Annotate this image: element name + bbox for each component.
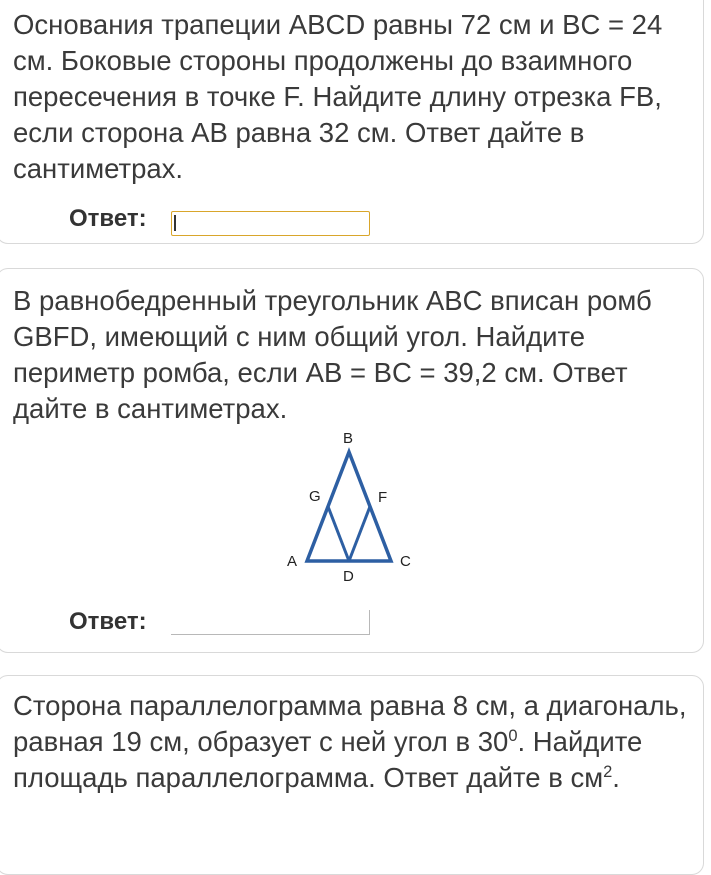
question-text-3-mid: . Найдите площадь параллелограмма. Ответ дайте в см: [13, 726, 643, 793]
question-text-1: Основания трапеции ABCD равны 72 см и BC = 24 см. Боковые стороны продолжены до взаимного пересечения в точке F. Найдите длину отрезка FB, если сторона AB равна 32 см. Ответ дайте в сантиметрах.: [13, 9, 663, 184]
rhombus-side-gd: [328, 507, 349, 562]
rhombus-triangle-figure: [279, 424, 419, 584]
answer-input-2[interactable]: [171, 610, 370, 635]
vertex-label-c: C: [400, 553, 411, 570]
question-text-3-end: .: [612, 762, 620, 793]
vertex-label-b: B: [343, 430, 354, 447]
question-text-3: [13, 688, 689, 796]
rhombus-side-df: [349, 507, 370, 562]
answer-label-2: Ответ:: [69, 608, 147, 635]
vertex-label-f: F: [378, 489, 388, 506]
question-text-2: В равнобедренный треугольник ABC вписан ромб GBFD, имеющий с ним общий угол. Найдите периметр ромба, если AB = BC = 39,2 см. Ответ дайте в сантиметрах.: [13, 285, 652, 424]
question-card-2: [0, 268, 704, 653]
question-card-1: [0, 0, 704, 244]
degree-superscript: 0: [508, 726, 518, 745]
answer-input-1[interactable]: [171, 211, 370, 236]
vertex-label-a: A: [287, 553, 298, 570]
vertex-label-g: G: [309, 488, 321, 505]
vertex-label-d: D: [343, 568, 354, 584]
question-card-3: [0, 675, 704, 875]
question-text-3-main: Сторона параллелограмма равна 8 см, а диагональ, равная 19 см, образует с ней угол в 30: [13, 690, 687, 757]
triangle-abc: [307, 452, 391, 561]
unit-superscript: 2: [603, 762, 613, 781]
answer-label-1: Ответ:: [69, 205, 147, 232]
text-cursor: [174, 215, 176, 231]
